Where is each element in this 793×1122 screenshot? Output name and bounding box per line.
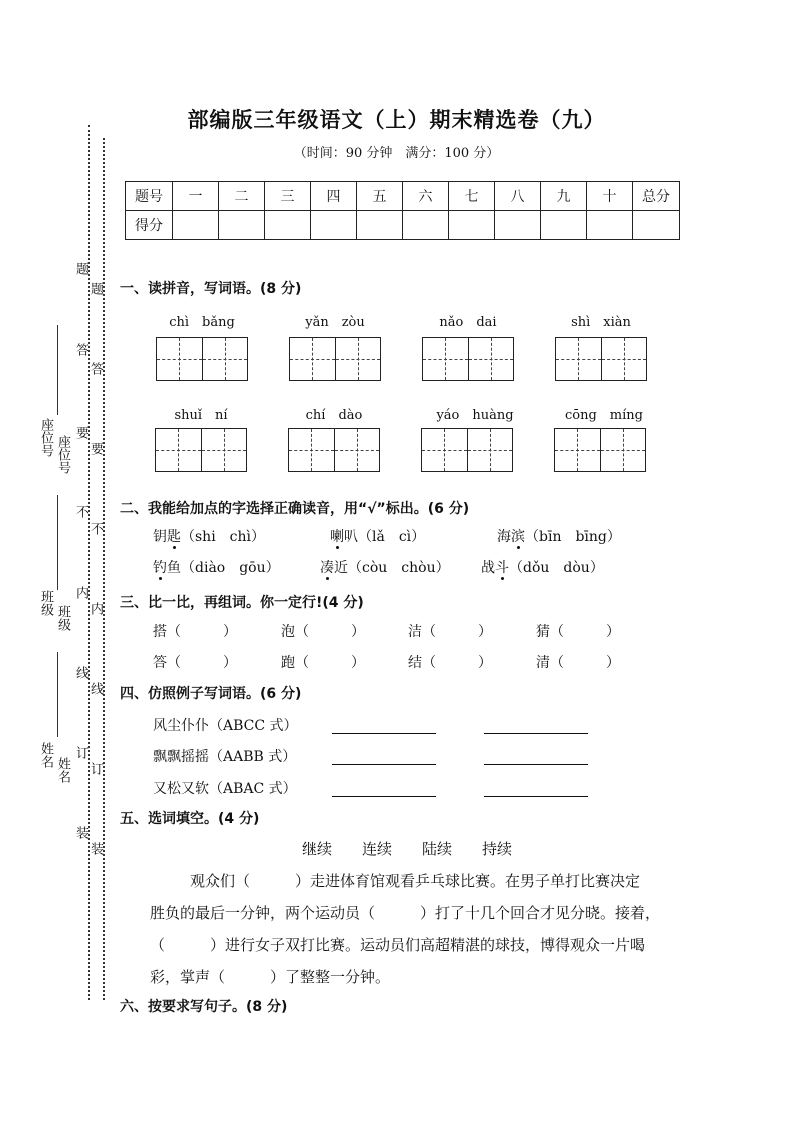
seal-char-1b: 题 — [88, 282, 103, 295]
col-total: 总分 — [633, 182, 680, 211]
writing-grid[interactable] — [555, 337, 647, 381]
dotted-char: 喇 — [330, 529, 344, 545]
compare-word-blank[interactable]: 清（ ） — [536, 655, 620, 671]
word-option: 持续 — [482, 840, 513, 858]
writing-grid[interactable] — [421, 428, 513, 472]
section-5-heading: 五、选词填空。(4 分) — [120, 811, 260, 827]
compare-word-blank[interactable]: 猜（ ） — [536, 624, 620, 640]
options: 近（còu chòu） — [334, 560, 450, 576]
seal-char-2b: 答 — [88, 362, 103, 375]
seat-number-label-b: 座位号 — [55, 435, 70, 474]
pinyin-6: chí dào — [305, 408, 363, 423]
col-8: 八 — [495, 182, 541, 211]
score-cell[interactable] — [633, 211, 680, 240]
writing-grid[interactable] — [289, 337, 381, 381]
score-table-score-row — [126, 211, 680, 240]
pinyin-5: shuǐ ní — [174, 408, 228, 423]
word-option: 连续 — [362, 840, 393, 858]
seal-char-6b: 线 — [88, 682, 103, 695]
prefix-char: 战 — [481, 560, 495, 576]
answer-line[interactable] — [332, 732, 436, 734]
options: （shi chì） — [181, 529, 266, 545]
score-table-header-row — [126, 182, 680, 211]
name-label: 姓名 — [38, 742, 53, 768]
word-bank — [302, 838, 512, 859]
compare-word-blank[interactable]: 泡（ ） — [281, 624, 365, 640]
answer-line[interactable] — [484, 732, 588, 734]
col-2: 二 — [219, 182, 265, 211]
name-line — [57, 652, 59, 737]
binding-dotted-line-inner — [103, 138, 105, 1000]
col-4: 四 — [311, 182, 357, 211]
options: （dǒu dòu） — [509, 560, 604, 576]
fill-passage-line-1[interactable]: 观众们（ ）走进体育馆观看乒乓球比赛。在男子单打比赛决定 — [190, 872, 641, 890]
prefix-char: 钥 — [153, 529, 167, 545]
class-label-b: 班级 — [55, 605, 70, 631]
seat-number-line — [57, 325, 59, 415]
section-2-heading: 二、我能给加点的字选择正确读音，用“√”标出。(6 分) — [120, 501, 470, 517]
seal-char-3: 要 — [73, 426, 88, 439]
score-cell[interactable] — [173, 211, 219, 240]
score-cell[interactable] — [403, 211, 449, 240]
col-7: 七 — [449, 182, 495, 211]
score-cell[interactable] — [541, 211, 587, 240]
pinyin-1: chì bǎng — [169, 315, 235, 330]
seal-char-7: 订 — [73, 746, 88, 759]
answer-line[interactable] — [332, 763, 436, 765]
section-4-heading: 四、仿照例子写词语。(6 分) — [120, 686, 302, 702]
seal-char-2: 答 — [73, 343, 88, 356]
reading-choice-4[interactable] — [153, 557, 280, 577]
writing-grid[interactable] — [155, 428, 247, 472]
score-table — [125, 181, 680, 240]
seal-char-4: 不 — [73, 505, 88, 518]
score-cell[interactable] — [265, 211, 311, 240]
section-1-heading: 一、读拼音，写词语。(8 分) — [120, 281, 302, 297]
dotted-char: 匙 — [167, 529, 181, 545]
reading-choice-2[interactable] — [330, 526, 425, 546]
reading-choice-5[interactable] — [320, 557, 450, 577]
binding-dotted-line-outer — [88, 125, 90, 1000]
name-label-b: 姓名 — [55, 757, 70, 783]
class-line — [57, 495, 59, 590]
col-9: 九 — [541, 182, 587, 211]
options: 叭（lǎ cì） — [344, 529, 426, 545]
compare-word-blank[interactable]: 答（ ） — [153, 655, 237, 671]
seal-char-6: 线 — [73, 666, 88, 679]
seal-char-8b: 装 — [88, 842, 103, 855]
writing-grid[interactable] — [554, 428, 646, 472]
seal-char-5b: 内 — [88, 602, 103, 615]
exam-info: （时间：90 分钟 满分：100 分） — [293, 146, 500, 161]
writing-grid[interactable] — [288, 428, 380, 472]
page-title: 部编版三年级语文（上）期末精选卷（九） — [187, 107, 606, 132]
dotted-char: 滨 — [511, 529, 525, 545]
seal-char-5: 内 — [73, 586, 88, 599]
answer-line[interactable] — [332, 795, 436, 797]
pattern-example-3: 又松又软（ABAC 式） — [153, 781, 297, 797]
pinyin-3: nǎo dai — [439, 315, 497, 330]
dotted-char: 钓 — [153, 560, 167, 576]
seal-char-3b: 要 — [88, 442, 103, 455]
score-cell[interactable] — [587, 211, 633, 240]
prefix-char: 海 — [497, 529, 511, 545]
writing-grid[interactable] — [156, 337, 248, 381]
reading-choice-3[interactable] — [497, 526, 621, 546]
seal-char-8: 装 — [73, 826, 88, 839]
row-label-score: 得分 — [126, 211, 173, 240]
seal-char-7b: 订 — [88, 762, 103, 775]
section-3-heading: 三、比一比，再组词。你一定行!(4 分) — [120, 595, 364, 611]
answer-line[interactable] — [484, 795, 588, 797]
col-1: 一 — [173, 182, 219, 211]
class-label: 班级 — [38, 590, 53, 616]
score-cell[interactable] — [311, 211, 357, 240]
compare-word-blank[interactable]: 搭（ ） — [153, 624, 237, 640]
fill-passage-line-3[interactable]: （ ）进行女子双打比赛。运动员们高超精湛的球技，博得观众一片喝 — [150, 936, 646, 954]
fill-passage-line-4[interactable]: 彩，掌声（ ）了整整一分钟。 — [150, 968, 391, 986]
col-3: 三 — [265, 182, 311, 211]
row-label-question: 题号 — [126, 182, 173, 211]
col-5: 五 — [357, 182, 403, 211]
seal-char-4b: 不 — [88, 522, 103, 535]
pinyin-8: cōng míng — [565, 408, 643, 423]
score-cell[interactable] — [357, 211, 403, 240]
options: （bīn bīng） — [525, 529, 621, 545]
reading-choice-1[interactable] — [153, 526, 265, 546]
col-10: 十 — [587, 182, 633, 211]
options: 鱼（diào gōu） — [167, 560, 280, 576]
reading-choice-6[interactable] — [481, 557, 604, 577]
compare-word-blank[interactable]: 洁（ ） — [408, 624, 492, 640]
pattern-example-1: 风尘仆仆（ABCC 式） — [153, 718, 298, 734]
col-6: 六 — [403, 182, 449, 211]
section-6-heading: 六、按要求写句子。(8 分) — [120, 999, 288, 1015]
answer-line[interactable] — [484, 763, 588, 765]
score-cell[interactable] — [219, 211, 265, 240]
dotted-char: 凑 — [320, 560, 334, 576]
score-cell[interactable] — [495, 211, 541, 240]
score-cell[interactable] — [449, 211, 495, 240]
word-option: 继续 — [302, 840, 333, 858]
word-option: 陆续 — [422, 840, 453, 858]
writing-grid[interactable] — [422, 337, 514, 381]
compare-word-blank[interactable]: 跑（ ） — [281, 655, 365, 671]
pinyin-7: yáo huàng — [436, 408, 514, 423]
dotted-char: 斗 — [495, 560, 509, 576]
pattern-example-2: 飘飘摇摇（AABB 式） — [153, 749, 297, 765]
compare-word-blank[interactable]: 结（ ） — [408, 655, 492, 671]
fill-passage-line-2[interactable]: 胜负的最后一分钟，两个运动员（ ）打了十几个回合才见分晓。接着， — [150, 904, 661, 922]
seal-char-1: 题 — [73, 262, 88, 275]
pinyin-2: yǎn zòu — [305, 315, 365, 330]
seat-number-label: 座位号 — [38, 418, 53, 457]
pinyin-4: shì xiàn — [571, 315, 631, 330]
